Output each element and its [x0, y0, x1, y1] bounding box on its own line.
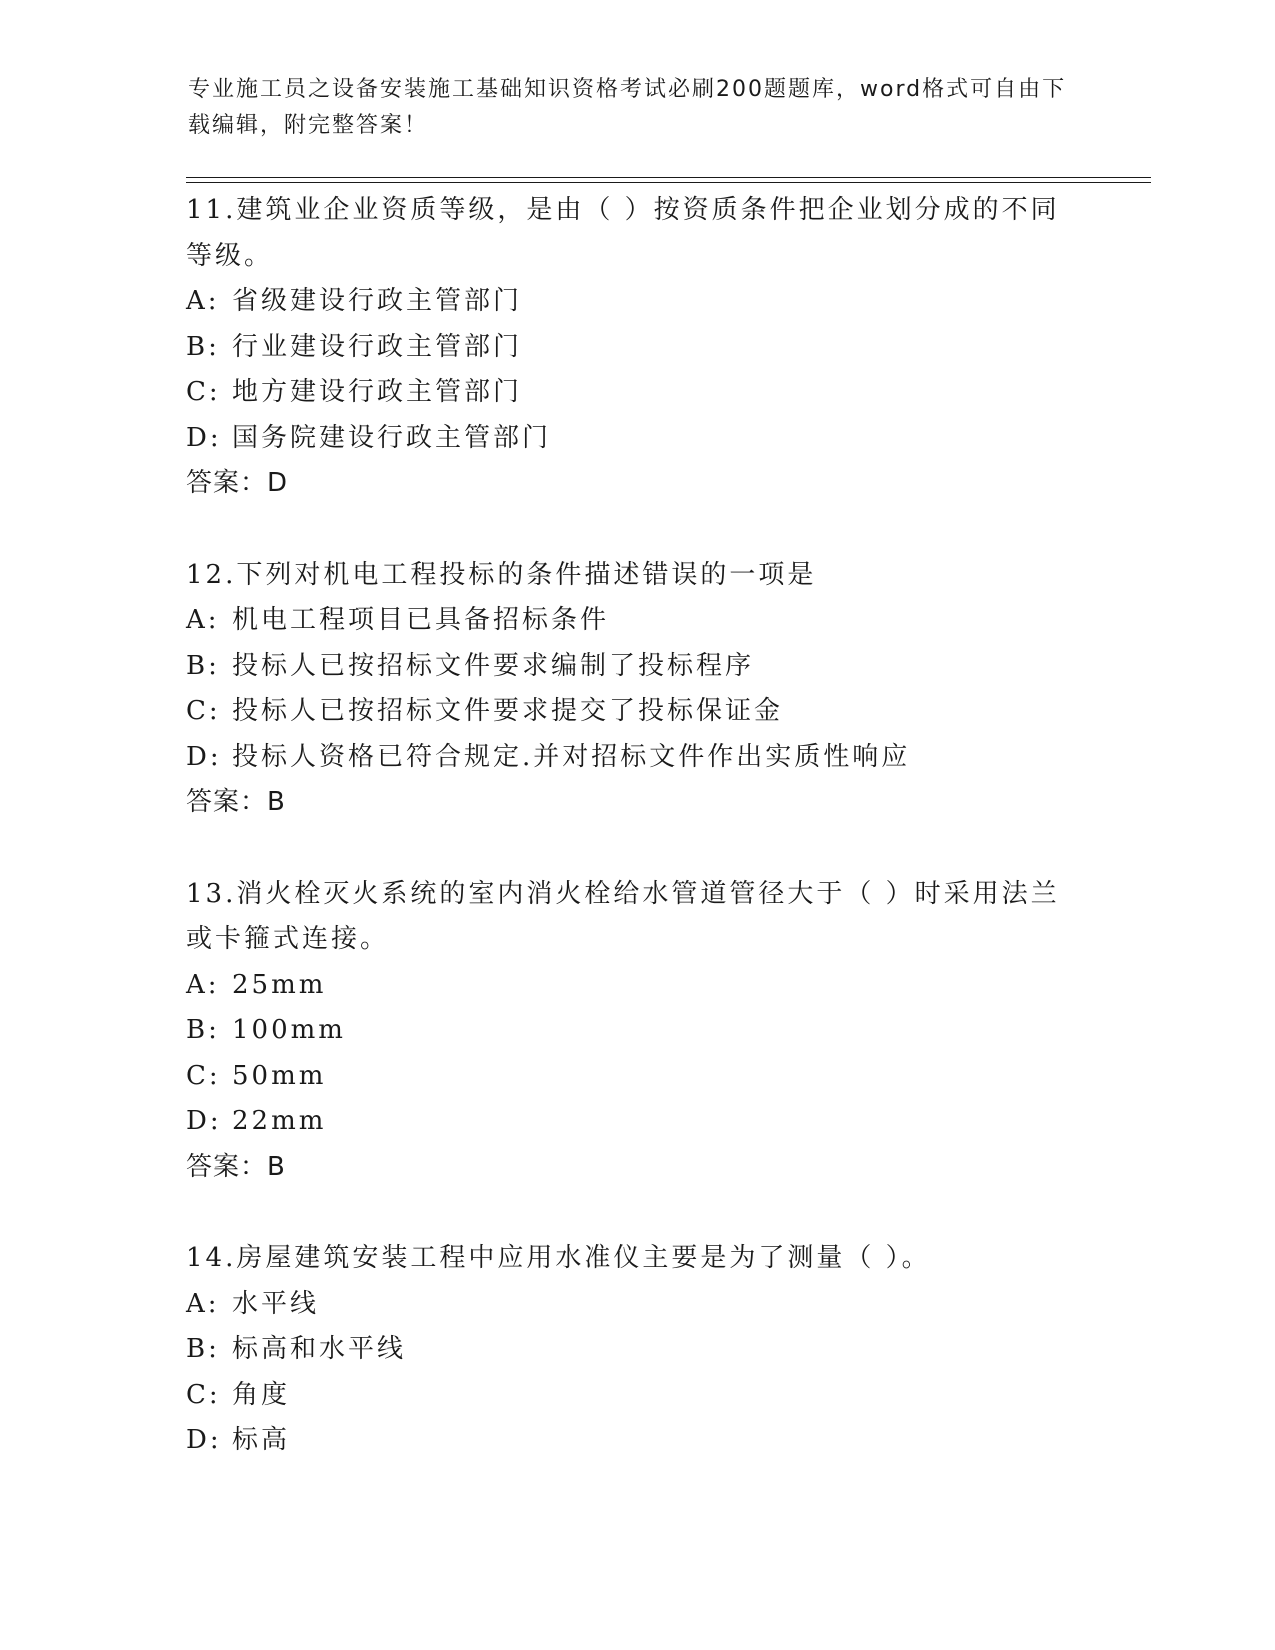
- question-spacer: [186, 507, 1086, 553]
- answer-line: 答案：D: [186, 468, 289, 498]
- option-key: D:: [186, 741, 222, 772]
- option-c: [186, 370, 1086, 416]
- option-text: 25mm: [232, 969, 327, 1000]
- option-d: [186, 1099, 1086, 1145]
- option-d: [186, 416, 1086, 462]
- option-d: [186, 735, 1086, 781]
- question-13: [186, 872, 1086, 1191]
- option-d: [186, 1418, 1086, 1464]
- document-header: 专业施工员之设备安装施工基础知识资格考试必刷200题题库，word格式可自由下载编辑，附完整答案！: [188, 77, 1067, 138]
- option-text: 22mm: [232, 1106, 327, 1136]
- option-b: [186, 1327, 1086, 1373]
- option-text: 投标人资格已符合规定.并对招标文件作出实质性响应: [232, 741, 911, 772]
- question-11: [186, 188, 1086, 507]
- option-key: C:: [186, 1379, 221, 1410]
- option-text: 行业建设行政主管部门: [232, 331, 523, 362]
- option-b: [186, 325, 1086, 371]
- question-stem: 13.消火栓灭火系统的室内消火栓给水管道管径大于（ ）时采用法兰或卡箍式连接。: [186, 878, 1060, 954]
- option-a: [186, 598, 1086, 644]
- option-b: [186, 1008, 1086, 1054]
- option-key: C:: [186, 377, 221, 407]
- option-key: A:: [186, 1288, 220, 1319]
- option-text: 投标人已按招标文件要求编制了投标程序: [232, 650, 755, 681]
- option-c: [186, 1373, 1086, 1419]
- option-key: B:: [186, 650, 220, 681]
- question-stem: 11.建筑业企业资质等级，是由（ ）按资质条件把企业划分成的不同等级。: [186, 195, 1060, 271]
- question-stem: 12.下列对机电工程投标的条件描述错误的一项是: [186, 559, 817, 590]
- option-text: 标高和水平线: [232, 1334, 407, 1364]
- option-text: 标高: [232, 1425, 291, 1455]
- option-key: D:: [186, 1106, 222, 1136]
- option-key: C:: [186, 696, 221, 726]
- option-text: 100mm: [232, 1015, 346, 1045]
- option-text: 水平线: [232, 1288, 320, 1319]
- option-text: 地方建设行政主管部门: [232, 377, 523, 407]
- question-12: [186, 553, 1086, 826]
- header-rule-top: [186, 177, 1151, 178]
- answer-line: 答案：B: [186, 787, 286, 817]
- option-key: D:: [186, 422, 222, 453]
- option-key: A:: [186, 286, 220, 316]
- option-b: [186, 644, 1086, 690]
- option-text: 机电工程项目已具备招标条件: [232, 605, 610, 635]
- question-list: [186, 188, 1086, 1464]
- answer-line: 答案：B: [186, 1151, 286, 1182]
- option-key: A:: [186, 605, 220, 635]
- option-key: B:: [186, 331, 220, 362]
- option-c: [186, 1054, 1086, 1100]
- option-key: A:: [186, 969, 220, 1000]
- option-text: 国务院建设行政主管部门: [232, 422, 552, 453]
- option-text: 省级建设行政主管部门: [232, 286, 523, 316]
- question-14: [186, 1236, 1086, 1464]
- option-a: [186, 963, 1086, 1009]
- option-a: [186, 279, 1086, 325]
- option-a: [186, 1282, 1086, 1328]
- question-spacer: [186, 826, 1086, 872]
- header-rule-bottom: [186, 182, 1151, 183]
- option-c: [186, 689, 1086, 735]
- option-text: 50mm: [232, 1060, 327, 1091]
- option-key: C:: [186, 1060, 221, 1091]
- option-key: B:: [186, 1015, 220, 1045]
- option-text: 投标人已按招标文件要求提交了投标保证金: [232, 696, 784, 726]
- question-spacer: [186, 1190, 1086, 1236]
- question-stem: 14.房屋建筑安装工程中应用水准仪主要是为了测量（ ）。: [186, 1243, 931, 1273]
- option-key: B:: [186, 1334, 220, 1364]
- option-text: 角度: [232, 1379, 291, 1410]
- option-key: D:: [186, 1425, 222, 1455]
